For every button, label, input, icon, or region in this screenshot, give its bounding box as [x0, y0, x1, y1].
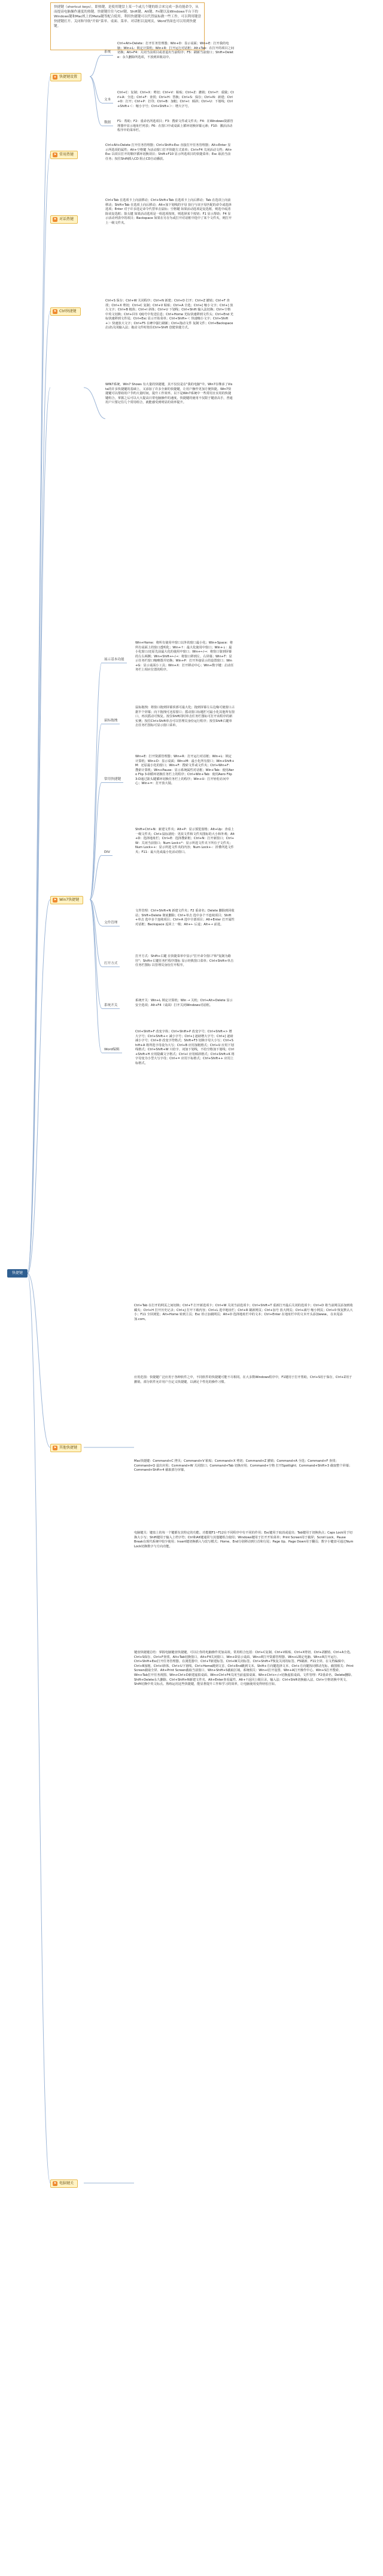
- flag-icon: ⚑: [53, 153, 57, 157]
- category-label: Ctrl快捷键: [59, 309, 77, 313]
- pc-long-text: 键盘快捷键总结：掌握电脑键盘快捷键，可以让你的电脑操作更加高效。常用组合包括：Ctrl+C复制、Ctrl+V粘贴、Ctrl+X剪切、Ctrl+Z撤销、Ctrl+A全选、Ctrl+S保存、Ctrl+F查找、Alt+Tab切换窗口、Alt+F4关闭窗口、Win+D显示桌面、Win+E打开资源管理器、Win+L锁定电脑、Win+R打开运行、Ctrl+Shift+Esc打开任务管理器。在浏览器中，Ctrl+T新建标签、Ctrl+W关闭标签、Ctrl+Shift+T恢复关闭的标签、F5刷新、F11全屏。在文档编辑中，Ctrl+B加粗、Ctrl+I斜体、Ctrl+U下划线、Ctrl+Home跳到文首、Ctrl+End跳到文末、Shift+方向键选择文本、Ctrl+方向键按词移动光标。截图相关：Print Screen截取全屏、Alt+Print Screen截取当前窗口、Win+Shift+S截取区域。系统相关：Win+I打开设置、Win+A打开操作中心、Win+S打开搜索、Win+Tab打开任务视图、Win+Ctrl+D新建虚拟桌面、Win+Ctrl+F4关闭当前虚拟桌面、Win+Ctrl+←/→切换虚拟桌面。文件管理：F2重命名、Delete删除、Shift+Delete永久删除、Ctrl+Shift+N新建文件夹、Alt+Enter查看属性、Alt+↑返回上级目录。输入法：Ctrl+Shift切换输入法、Ctrl+空格切换中英文、Shift切换中英文标点。熟练运用这些快捷键，能显著提升工作和学习的效率，让电脑使用变得轻松自如。: [134, 1651, 354, 1687]
- other-extra-text: Mac快捷键：Command+C 拷贝；Command+V 粘贴；Command+X 剪切；Command+Z 撤销；Command+A 全选；Command+F 查找；Command+Q 退出应用；Command+W 关闭窗口；Command+Tab 切换应用；Command+空格 打开Spotlight；Command+Shift+3 截取整个屏幕；Command+Shift+4 截取部分屏幕。: [134, 1459, 352, 1473]
- star-icon: ★: [53, 75, 57, 79]
- win7-power-text: 系统开关：Win+L 锁定计算机；Win → 关机；Ctrl+Alt+Delete 显示安全选项；Alt+F4（桌面）打开关闭Windows对话框。: [135, 999, 233, 1007]
- category-label: 快捷键设置: [59, 75, 78, 79]
- win7-basic-text: Win+Home：将所有使用中窗口以外的窗口最小化；Win+Space：将所有桌面上的窗口透明化；Win+↑：最大化使用中窗口；Win+↓：最小化窗口/还原先前最大化的使用中窗口；Win+←/→：将窗口靠到屏幕的左右两侧；Win+Shift+←/→：将窗口移到左、右屏幕；Win+T：显示任务栏窗口缩略图并切换；Win+P：打开外接显示的设置窗口；Win+G：显示桌面小工具；Win+X：打开移动中心；Win+数字键：启动任务栏上相应位置的程序。: [135, 641, 234, 672]
- category-label: 电脑键关: [59, 2181, 74, 2185]
- intro-text: 快捷键（shortcut keys），即热键，是使用键盘上某一个或几个键的组合来完成一条功能命令，从而提高电脑操作速度的热键。快捷键往往与Ctrl键、Shift键、Alt键、Fn键以及Windows平台下的Windows键和Mac机上的Meta键等配合使用。利用快捷键可以代替鼠标做一些工作，可以利用键盘快捷键打开、关闭和导航"开始"菜单、桌面、菜单、对话框以及网页，Word里面也可以用到快捷键。: [54, 5, 201, 28]
- sub-win7-open[interactable]: 打开方式: [102, 961, 120, 967]
- win7-drag-text: 鼠标拖拽：将窗口拖到屏幕顶部可最大化；拖到屏幕左右边缘可使窗口占据半个屏幕；向下拖拽可还原窗口；摇动窗口标题栏可最小化其他所有窗口，再次摇动可恢复。按住Shift同时单击任务栏图标可打开该程序的新实例；按住Ctrl+Shift单击可以管理员身份运行程序；按住Shift右键单击任务栏图标可显示窗口菜单。: [135, 706, 235, 727]
- ctrl-hotkeys-text: Ctrl+S 保存；Ctrl+W 关闭程序；Ctrl+N 新建；Ctrl+O 打开；Ctrl+Z 撤销；Ctrl+F 查找；Ctrl+X 剪切；Ctrl+C 复制；Ctrl+V 粘贴；Ctrl+A 全选；Ctrl+[ 缩小文字；Ctrl+] 放大文字；Ctrl+B 粗体；Ctrl+I 斜体；Ctrl+U 下划线；Ctrl+Shift 输入法切换；Ctrl+空格 中英文切换；Ctrl+回车 QQ号中发送信息；Ctrl+Home 光标快速移到文件头；Ctrl+End 光标快速移到文件尾；Ctrl+Esc 显示开始菜单；Ctrl+Shift+＜ 快速缩小文字；Ctrl+Shift+＞ 快速放大文字；Ctrl+F5 在IE中强行刷新；Ctrl+拖动文件 复制文件；Ctrl+Backspace 启动\关闭输入法；拖动文件时按住Ctrl+Shift 创建快捷方式。: [105, 299, 233, 330]
- category-dialog-hotkeys[interactable]: [50, 215, 78, 224]
- other-note-text: 应用范围：快捷键广泛应用于各种软件之中，不同软件的快捷键可能不尽相同。在大多数Windows程序中，F1键用于打开帮助，Ctrl+S用于保存，Ctrl+Z用于撤销。部分软件允许用户自定义快捷键，以满足个性化的操作习惯。: [134, 1376, 352, 1384]
- win7-common-text: Win+E：打开资源管理器；Win+R：打开运行对话框；Win+L：锁定计算机；Win+D：显示桌面；Win+M：最小化所有窗口；Win+Shift+M：还原最小化的窗口；Win+F：搜索文件或文件夹；Ctrl+Win+F：搜索计算机；Win+Pause：显示系统属性对话框；Win+Tab：使用Aero Flip 3-D循环切换任务栏上的程序；Ctrl+Win+Tab：使用Aero Flip 3-D通过箭头键循环切换任务栏上的程序；Win+U：打开轻松访问中心；Win+=：打开放大镜。: [135, 755, 235, 785]
- sub-system[interactable]: 系统: [102, 49, 113, 56]
- win7-file-text: 文件管理：Ctrl+Shift+N 新建文件夹；F2 重命名；Delete 删除到回收站；Shift+Delete 彻底删除；Ctrl+单击 选中多个不连续项目；Shift+单击 选中多个连续项目；Ctrl+A 选中全部项目；Alt+Enter 打开属性对话框；Backspace 返回上一级；Alt+← 后退；Alt+→ 前进。: [135, 909, 235, 926]
- category-other-hotkeys[interactable]: [50, 1444, 81, 1452]
- flag-icon: ⚑: [53, 1446, 57, 1450]
- category-win7-hotkeys[interactable]: [50, 896, 83, 904]
- sub-win7-drag[interactable]: 鼠标拖拽: [102, 718, 120, 724]
- category-pc-keys[interactable]: [50, 2179, 78, 2188]
- sub-data[interactable]: 数据: [102, 120, 113, 126]
- other-hotkeys-text: Ctrl+Tab 在打开的网页之间切换；Ctrl+T 打开新选项卡；Ctrl+W 关闭当前选项卡；Ctrl+Shift+T 重新打开最后关闭的选项卡；Ctrl+D 将当前网页添加到收藏夹；Ctrl+H 打开历史记录；Ctrl+J 打开下载内容；Ctrl+L 选中地址栏；Ctrl+R 刷新网页；Ctrl+加号 放大网页；Ctrl+减号 缩小网页；Ctrl+0 恢复默认大小；F11 全屏浏览；Alt+Home 转到主页；Esc 停止加载网页；Alt+D 选择地址栏中的文本；Ctrl+Enter 在地址栏中的文本开头添加www.，在末尾添加.com。: [134, 1304, 353, 1321]
- category-label: 常用热键: [59, 153, 74, 157]
- sub-win7-div[interactable]: DIV: [102, 849, 113, 856]
- category-shortcut-settings[interactable]: [50, 73, 81, 81]
- sub-win7-basic[interactable]: 展示基本功能: [102, 657, 127, 663]
- category-label: 对话热键: [59, 217, 74, 221]
- win7-word-text: Ctrl+Shift+F 改变字体；Ctrl+Shift+P 改变字号；Ctrl+Shift+> 增大字号；Ctrl+Shift+< 减小字号；Ctrl+] 逐磅增大字号；Ctrl+[ 逐磅减小字号；Ctrl+D 改变字符格式；Shift+F3 切换字母大小写；Ctrl+Shift+A 将所选字母设为大写；Ctrl+B 应用加粗格式；Ctrl+U 应用下划线格式；Ctrl+Shift+W 只给字、词加下划线，不给空格加下划线；Ctrl+Shift+H 应用隐藏文字格式；Ctrl+I 应用倾斜格式；Ctrl+Shift+K 将字母变为小型大写字母；Ctrl+= 应用下标格式；Ctrl+Shift++ 应用上标格式。: [135, 1030, 235, 1065]
- win7-intro-text: WIN7系统，Win7 Shows 有大量的快捷键，其不仅仅是在"我的电脑"中。Win7在继承了Vista的许多快捷键的基础上，又添加了许多全新的快捷键，让用户操作更加方便快捷。Win7快捷键可以帮助用户节约大量时间，提升工作效率。以下是Win7系统中一些常用且实用的快捷键组合，掌握之后可以大大提高日常电脑操作的速度。快捷键的使用不仅限于键盘高手，普通用户只要记住几个常用组合，就能感受到明显的效率提升。: [105, 383, 233, 404]
- flag-icon: ⚑: [53, 218, 57, 221]
- sub-win7-word[interactable]: Word编辑: [102, 1047, 122, 1053]
- settings-data-text: F1：帮助；F2：重命名所选项目；F3：搜索文件或文件夹；F4：在Windows资源管理器中显示地址栏列表；F6：在窗口中或桌面上循环切换屏幕元素；F10：激活活动程序中的菜单栏。: [117, 120, 233, 132]
- category-ctrl-hotkeys[interactable]: [50, 307, 81, 316]
- flag-icon: ⚑: [53, 898, 57, 902]
- flag-icon: ⚑: [53, 310, 57, 313]
- settings-system-text: Ctrl+Alt+Delete：打开任务管理器；Win+D：显示桌面；Win+E：打开我的电脑；Win+L：锁定计算机；Win+R：打开运行对话框；Alt+Tab：在打开的项目之间切换；Alt+F4：关闭当前项目或者退出当前程序；F5：刷新当前窗口；Shift+Delete：永久删除所选项，不放到回收站中。: [117, 42, 234, 59]
- category-label: 其他快捷键: [59, 1446, 78, 1450]
- win7-open-text: 打开方式：Shift+右键 在快捷菜单中显示"打开命令窗口"和"复制为路径"；Shift+右键任务栏程序图标 显示经典窗口菜单；Ctrl+Shift+单击任务栏图标 以管理员身份打开程序。: [135, 955, 234, 967]
- pc-intro-text: 电脑键关：键盘上的每一个键都有其特定的功能。功能键F1~F12在不同程序中有不同的作用；Esc键用于取消或退出；Tab键用于切换焦点；Caps Lock用于切换大小写；Shift键用于输入上档字符；Ctrl和Alt键通常与其他键组合使用；Windows键用于打开开始菜单；Print Screen用于截屏；Scroll Lock、Pause Break在现代系统中较少使用；Insert键切换插入与改写模式；Home、End分别移动到行首和行尾；Page Up、Page Down用于翻页；数字小键盘可通过Num Lock切换数字与方向功能。: [134, 1531, 354, 1548]
- sub-win7-common[interactable]: 常用快捷键: [102, 776, 123, 783]
- category-label: Win7快捷键: [59, 898, 80, 902]
- root-node[interactable]: 快捷键: [7, 1269, 28, 1278]
- dialog-hotkeys-text: Ctrl+Tab 在选项卡上向前移动；Ctrl+Shift+Tab 在选项卡上向后移动；Tab 在选项上向前移动；Shift+Tab 在选项上向后移动；Alt+加下划线的字母 执行与该字母匹配的命令或选择选项；Enter 对于许多选定命令代替单击鼠标；空格键 如果活动选项是复选框，则选中或清除该复选框；箭头键 如果活动选项是一组选项按钮，则选择某个按钮；F1 显示帮助；F4 显示活动列表中的项目；Backspace 如果在另存为或打开对话框中选中了某个文件夹，则打开上一级文件夹。: [105, 199, 232, 225]
- settings-text-text: Ctrl+C：复制；Ctrl+X：剪切；Ctrl+V：粘贴；Ctrl+Z：撤销；Ctrl+Y：重做；Ctrl+A：全选；Ctrl+F：查找；Ctrl+H：替换；Ctrl+S：保存；Ctrl+N：新建；Ctrl+O：打开；Ctrl+P：打印；Ctrl+B：加粗；Ctrl+I：倾斜；Ctrl+U：下划线；Ctrl+Shift+＜：缩小字号；Ctrl+Shift+＞：增大字号。: [117, 91, 234, 108]
- win7-div-text: Shift+Ctrl+N：新建文件夹；Alt+P：显示预览窗格；Alt+Up：查看上一级文件夹；Ctrl+鼠标滚轮：更改文件和文件夹图标的大小和外观；Alt+D：选择地址栏；Ctrl+E：选择搜索框；Ctrl+N：打开新窗口；Ctrl+W：关闭当前窗口；Num Lock+*：显示所选文件夹下所有子文件夹；Num Lock++：显示所选文件夹的内容；Num Lock+-：折叠所选文件夹；F11：最大化或最小化活动窗口。: [135, 828, 235, 854]
- sub-win7-file[interactable]: 文件管理: [102, 920, 120, 926]
- flag-icon: ⚑: [53, 2182, 57, 2185]
- category-common-hotkeys[interactable]: [50, 151, 78, 159]
- common-hotkeys-text: Ctrl+Alt+Delete 打开任务管理器；Ctrl+Shift+Esc 直接打开任务管理器；Alt+Enter 显示所选项的属性；Alt+空格键 为活动窗口打开快捷方式菜单；Ctrl+F4 关闭活动文档；Alt+Esc 以项目打开的顺序循环切换项目；Shift+F10 显示所选项目的快捷菜单；Esc 取消当前任务；按住Shift插入CD 阻止CD自动播放。: [105, 144, 232, 161]
- sub-win7-power[interactable]: 系统开关: [102, 1002, 120, 1009]
- sub-text[interactable]: 文本: [102, 97, 113, 103]
